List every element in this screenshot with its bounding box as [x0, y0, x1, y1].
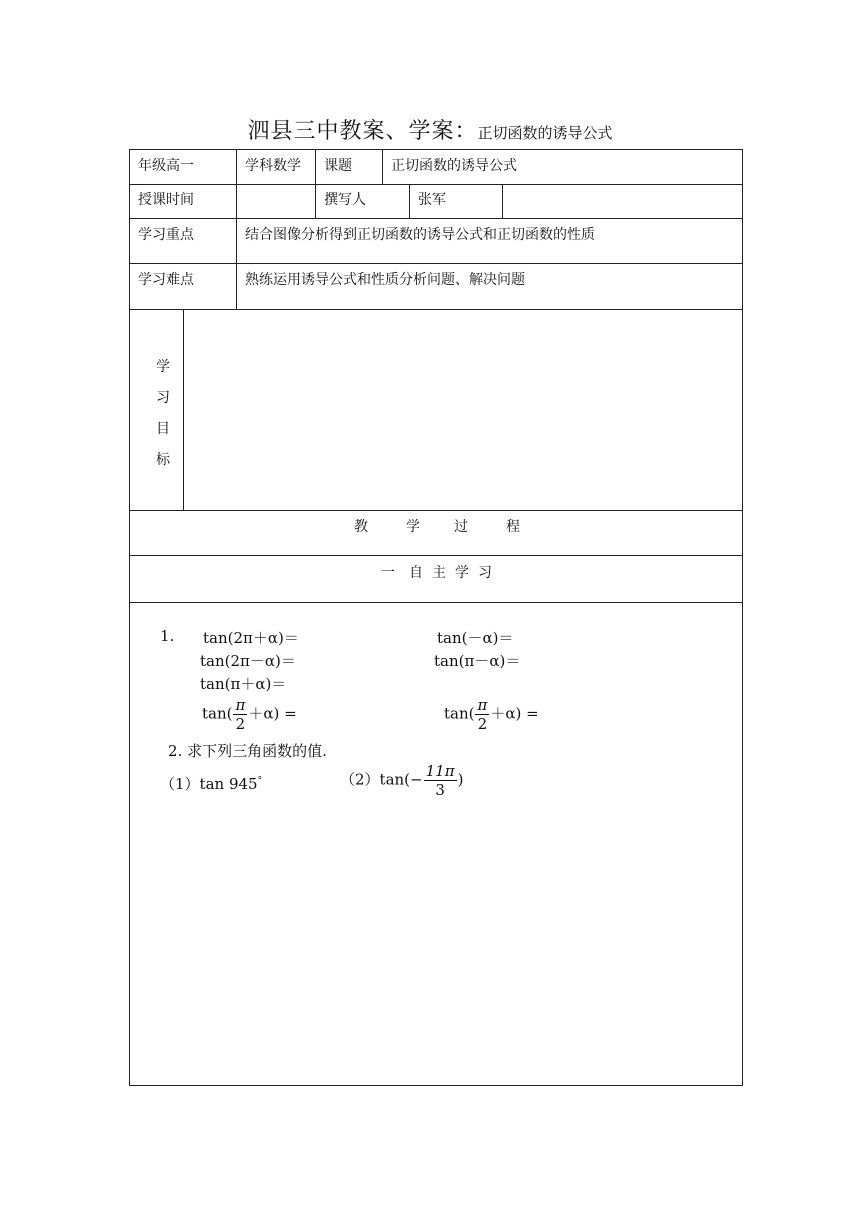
time-label: 授课时间: [138, 192, 194, 208]
formula-7-denominator: 2: [477, 715, 488, 733]
question-2-1: [160, 773, 262, 794]
title-main: 泗县三中教案、学案：: [247, 119, 478, 144]
question-2: 2. 求下列三角函数的值.: [168, 742, 327, 760]
section-char: 习: [478, 565, 492, 581]
section-char: 学: [455, 565, 469, 581]
difficulty-value: 熟练运用诱导公式和性质分析问题、解决问题: [245, 272, 525, 288]
formula-5: tan(π＋α)＝: [200, 675, 287, 693]
formula-7: [444, 696, 539, 733]
difficulty-label: 学习难点: [138, 272, 194, 288]
formula-2: tan(－α)＝: [437, 629, 514, 647]
formula-1: tan(2π＋α)＝: [203, 629, 299, 647]
focus-value: 结合图像分析得到正切函数的诱导公式和正切函数的性质: [245, 227, 595, 243]
grade-cell: 年级高一: [138, 158, 194, 174]
question-2-2-prefix: tan(−: [379, 770, 423, 789]
title-sub: 正切函数的诱导公式: [477, 124, 613, 142]
question-2-2-denominator: 3: [435, 781, 445, 799]
formula-6-numerator: π: [235, 696, 246, 714]
question-2-2-numerator: 11π: [425, 762, 455, 780]
question-2-2-fraction: [424, 762, 457, 799]
question-2-2-label: （2）: [340, 770, 380, 789]
author-value: 张军: [418, 192, 446, 208]
section-char: 自: [409, 565, 423, 581]
process-char: 教: [354, 519, 368, 535]
goals-char: 学: [156, 359, 170, 375]
formula-6-suffix: ＋α) =: [248, 704, 297, 723]
formula-6-fraction: [233, 696, 247, 733]
topic-value: 正切函数的诱导公式: [391, 158, 517, 174]
goals-char: 标: [156, 452, 170, 468]
question-1-number: 1.: [160, 627, 175, 645]
question-2-2-suffix: ): [457, 770, 464, 789]
process-char: 学: [406, 519, 420, 535]
formula-3: tan(2π－α)＝: [200, 652, 296, 670]
formula-7-fraction: [475, 696, 489, 733]
author-label: 撰写人: [324, 192, 366, 208]
page-title: [0, 114, 860, 145]
goals-char: 习: [156, 390, 170, 406]
process-char: 过: [454, 519, 468, 535]
section-char: 一: [381, 565, 395, 581]
formula-6-prefix: tan(: [202, 704, 233, 723]
formula-6: [202, 696, 297, 733]
focus-label: 学习重点: [138, 227, 194, 243]
formula-6-denominator: 2: [235, 715, 246, 733]
question-2-2: [340, 762, 463, 799]
topic-label: 课题: [324, 158, 352, 174]
formula-7-numerator: π: [477, 696, 488, 714]
formula-7-prefix: tan(: [444, 704, 475, 723]
question-2-1-expr: tan 945: [199, 775, 258, 793]
degree-symbol: °: [257, 776, 263, 786]
question-2-1-label: （1）: [160, 775, 200, 793]
formula-7-suffix: ＋α) =: [490, 704, 539, 723]
goals-char: 目: [156, 421, 170, 437]
formula-4: tan(π－α)＝: [434, 652, 521, 670]
process-char: 程: [506, 519, 520, 535]
section-char: 主: [432, 565, 446, 581]
subject-cell: 学科数学: [245, 158, 301, 174]
